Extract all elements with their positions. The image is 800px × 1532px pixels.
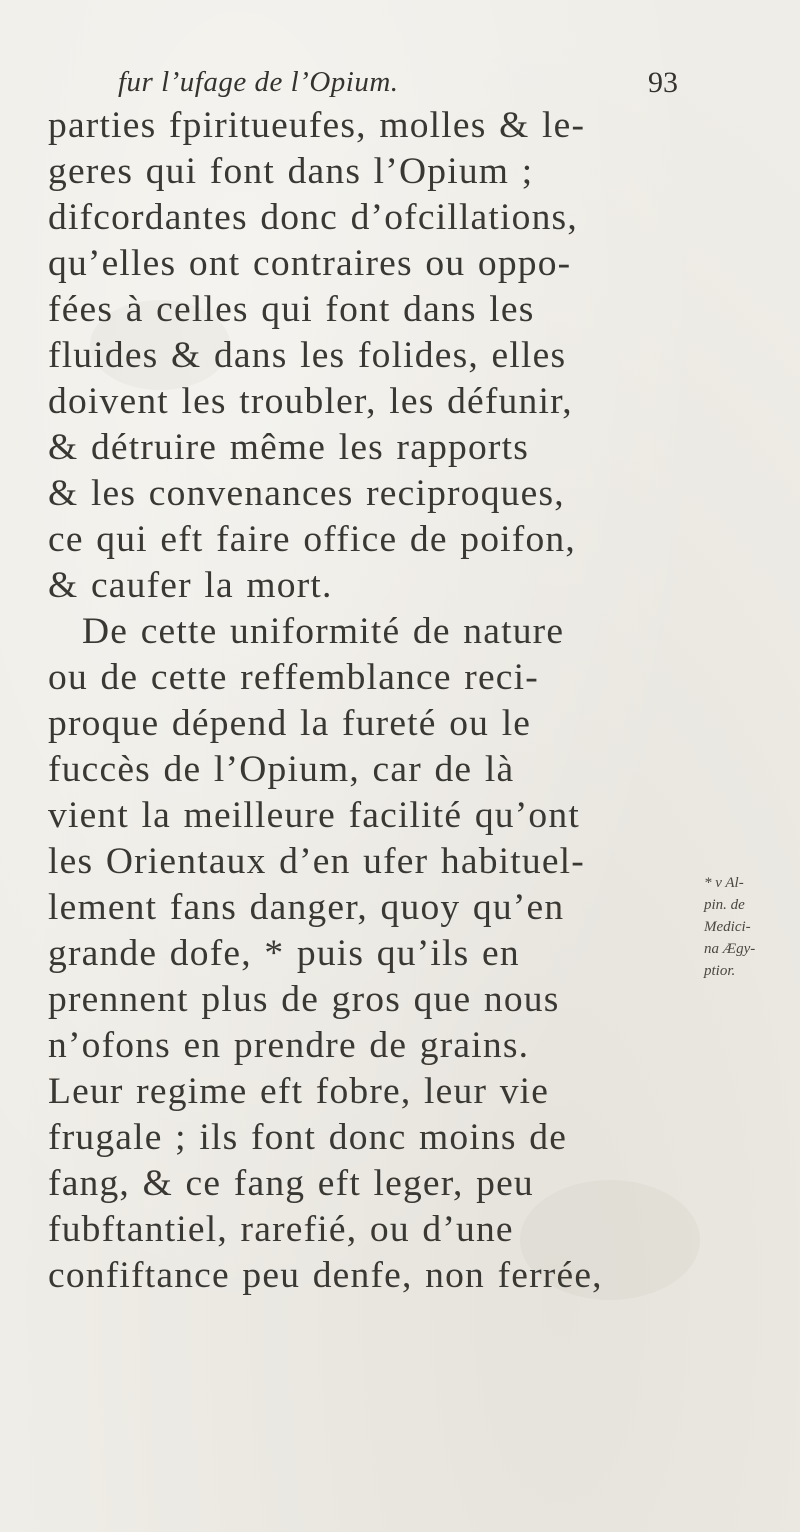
text-line: qu’elles ont contraires ou oppo-: [48, 243, 572, 284]
text-line: les Orientaux d’en ufer habituel-: [48, 841, 585, 882]
text-line: fubftantiel, rarefié, ou d’une: [48, 1209, 514, 1250]
text-line: Leur regime eft fobre, leur vie: [48, 1071, 550, 1112]
text-line: fang, & ce fang eft leger, peu: [48, 1163, 534, 1204]
margin-note-line: Medici-: [704, 919, 751, 935]
text-line: vient la meilleure facilité qu’ont: [48, 795, 580, 836]
paragraph-start-line: De cette uniformité de nature: [82, 611, 565, 652]
margin-note-line: ptior.: [704, 963, 736, 979]
margin-note: [704, 872, 794, 982]
text-line: n’ofons en prendre de grains.: [48, 1025, 530, 1066]
page-number: 93: [648, 66, 678, 99]
text-line: fuccès de l’Opium, car de là: [48, 749, 515, 790]
text-line: proque dépend la fureté ou le: [48, 703, 532, 744]
text-line: grande dofe, * puis qu’ils en: [48, 933, 520, 974]
text-line: prennent plus de gros que nous: [48, 979, 560, 1020]
text-line: ou de cette reffemblance reci-: [48, 657, 539, 698]
text-line: lement fans danger, quoy qu’en: [48, 887, 565, 928]
text-line: parties fpiritueufes, molles & le-: [48, 105, 586, 146]
text-line: & caufer la mort.: [48, 565, 333, 606]
text-line: doivent les troubler, les défunir,: [48, 381, 573, 422]
margin-note-line: na Ægy-: [704, 941, 756, 957]
text-line: & détruire même les rapports: [48, 427, 530, 468]
page-header: [118, 66, 678, 106]
text-line: frugale ; ils font donc moins de: [48, 1117, 568, 1158]
text-line: confiftance peu denfe, non ferrée,: [48, 1255, 603, 1296]
text-line: ce qui eft faire office de poifon,: [48, 519, 576, 560]
text-line: geres qui font dans l’Opium ;: [48, 151, 534, 192]
margin-note-line: * v Al-: [704, 875, 744, 891]
text-line: fées à celles qui font dans les: [48, 289, 535, 330]
text-line: & les convenances reciproques,: [48, 473, 565, 514]
running-title: fur l’ufage de l’Opium.: [118, 66, 399, 98]
margin-note-line: pin. de: [704, 897, 745, 913]
text-line: difcordantes donc d’ofcillations,: [48, 197, 578, 238]
text-line: fluides & dans les folides, elles: [48, 335, 567, 376]
